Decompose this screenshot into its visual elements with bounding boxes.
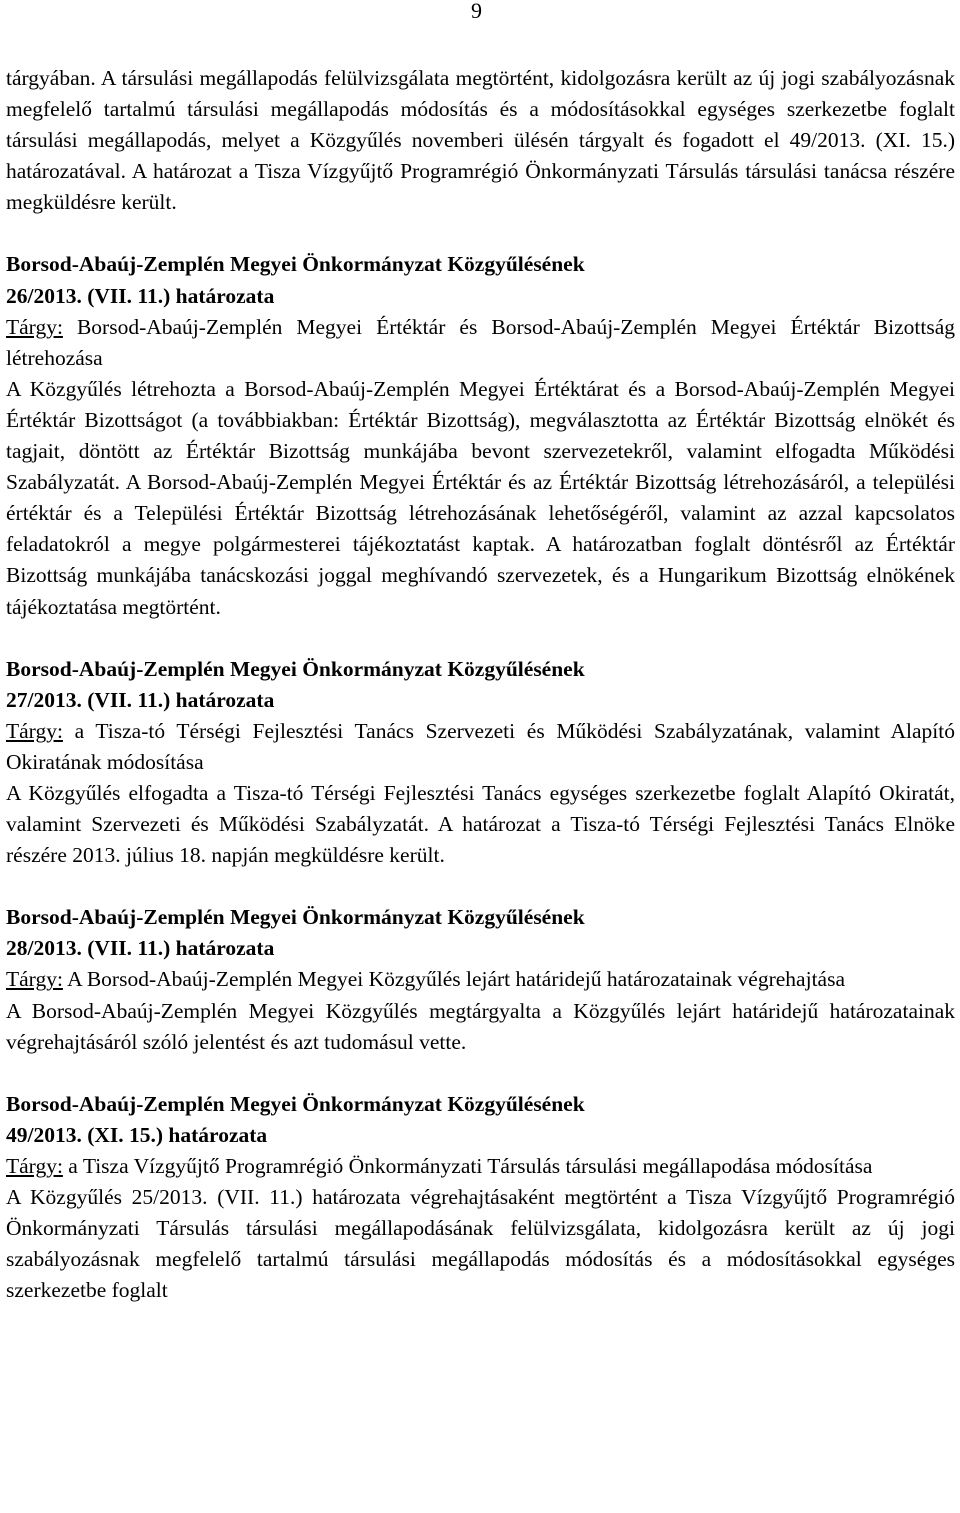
resolution-title: Borsod-Abaúj-Zemplén Megyei Önkormányzat Közgyűlésének: [6, 656, 585, 681]
resolution-body: A Borsod-Abaúj-Zemplén Megyei Közgyűlés megtárgyalta a Közgyűlés lejárt határidejű határozatainak végrehajtásáról szóló jelentést és azt tudomásul vette.: [6, 998, 955, 1054]
resolution-body: A Közgyűlés 25/2013. (VII. 11.) határozata végrehajtásaként megtörtént a Tisza Vízgyűjtő Programrégió Önkormányzati Társulás társulási megállapodásának felülvizsgálata, kidolgozásra került az új jogi szabályozásnak megfelelő tartalmú társulási megállapodás módosítás és a módosításokkal egységes szerkezetbe foglalt: [6, 1185, 955, 1303]
resolution-subject: [6, 312, 955, 374]
resolution-title: Borsod-Abaúj-Zemplén Megyei Önkormányzat Közgyűlésének: [6, 905, 585, 930]
spacer: [6, 1058, 955, 1089]
spacer: [6, 871, 955, 902]
resolution-number: 49/2013. (XI. 15.) határozata: [6, 1122, 268, 1147]
intro-paragraph: tárgyában. A társulási megállapodás felülvizsgálata megtörtént, kidolgozásra került az új jogi szabályozásnak megfelelő tartalmú társulási megállapodás módosítás és a módosításokkal egységes szerkezetbe foglalt társulási megállapodás, melyet a Közgyűlés novemberi ülésén tárgyalt és fogadott el 49/2013. (XI. 15.) határozatával. A határozat a Tisza Vízgyűjtő Programrégió Önkormányzati Társulás társulási tanácsa részére megküldésre került.: [6, 66, 955, 215]
resolution-title: Borsod-Abaúj-Zemplén Megyei Önkormányzat Közgyűlésének: [6, 252, 585, 277]
resolution-number: 26/2013. (VII. 11.) határozata: [6, 283, 275, 308]
subject-text: A Borsod-Abaúj-Zemplén Megyei Közgyűlés lejárt határidejű határozatainak végrehajtása: [62, 967, 845, 992]
spacer: [6, 218, 955, 249]
resolution-28-2013: [6, 902, 955, 1057]
resolution-body: A Közgyűlés létrehozta a Borsod-Abaúj-Zemplén Megyei Értéktárat és a Borsod-Abaúj-Zemplén Megyei Értéktár Bizottságot (a továbbiakban: Értéktár Bizottság), megválasztotta az Értéktár Bizottság elnökét és tagjait, döntött az Értéktár Bizottság munkájába bevont szervezetekről, valamint elfogadta Működési Szabályzatát. A Borsod-Abaúj-Zemplén Megyei Értéktár és az Értéktár Bizottság létrehozásáról, a települési értéktár és a Települési Értéktár Bizottság létrehozásának lehetőségéről, valamint az azzal kapcsolatos feladatokról a megye polgármesterei tájékoztatást kaptak. A határozatban foglalt döntésről az Értéktár Bizottság munkájába tanácskozási joggal meghívandó szervezetek, és a Hungarikum Bizottság elnökének tájékoztatása megtörtént.: [6, 376, 955, 619]
resolution-number: 28/2013. (VII. 11.) határozata: [6, 936, 275, 961]
resolution-subject: [6, 964, 955, 995]
resolution-27-2013: [6, 654, 955, 872]
subject-label: Tárgy:: [6, 314, 63, 339]
subject-label: Tárgy:: [6, 718, 63, 743]
resolution-body: A Közgyűlés elfogadta a Tisza-tó Térségi Fejlesztési Tanács egységes szerkezetbe foglalt Alapító Okiratát, valamint Szervezeti és Működési Szabályzatát. A határozat a Tisza-tó Térségi Fejlesztési Tanács Elnöke részére 2013. július 18. napján megküldésre került.: [6, 780, 955, 868]
resolution-49-2013: [6, 1089, 955, 1307]
page-number: 9: [471, 0, 482, 23]
resolution-subject: [6, 1151, 955, 1182]
subject-text: Borsod-Abaúj-Zemplén Megyei Értéktár és Borsod-Abaúj-Zemplén Megyei Értéktár Bizottság létrehozása: [6, 314, 955, 370]
resolution-subject: [6, 716, 955, 778]
subject-text: a Tisza-tó Térségi Fejlesztési Tanács Szervezeti és Működési Szabályzatának, valamint Alapító Okiratának módosítása: [6, 718, 955, 774]
document-body: [6, 63, 955, 1306]
subject-text: a Tisza Vízgyűjtő Programrégió Önkormányzati Társulás társulási megállapodása módosítása: [62, 1153, 873, 1178]
resolution-title: Borsod-Abaúj-Zemplén Megyei Önkormányzat Közgyűlésének: [6, 1091, 585, 1116]
spacer: [6, 623, 955, 654]
resolution-26-2013: [6, 249, 955, 622]
subject-label: Tárgy:: [6, 1153, 63, 1178]
resolution-number: 27/2013. (VII. 11.) határozata: [6, 687, 275, 712]
subject-label: Tárgy:: [6, 967, 63, 992]
